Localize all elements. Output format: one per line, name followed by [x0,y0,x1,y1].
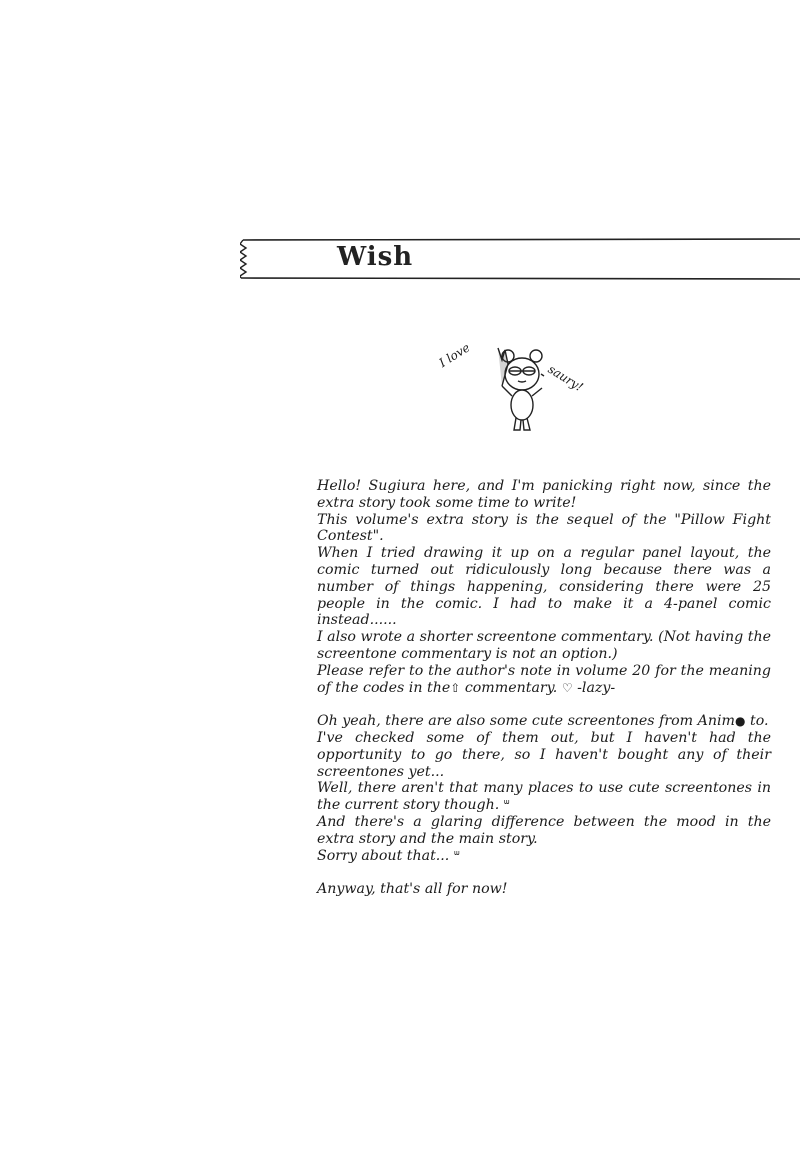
note-paragraph: And there's a glaring difference between the mood in the extra story and the main story. [317,813,771,847]
up-arrow-icon: ⇧ [450,680,461,695]
note-text: Oh yeah, there are also some cute screentones from Anim [317,713,735,730]
author-note [317,478,771,898]
sweat-drop-icon: ᐜ [503,798,510,813]
note-text: commentary. [464,679,558,696]
dot-icon: ● [735,714,746,729]
heart-icon: ♡ [561,680,573,695]
note-paragraph: Anyway, that's all for now! [317,881,508,898]
note-paragraph [317,663,771,697]
note-paragraph: This volume's extra story is the sequel of the "Pillow Fight Contest". [317,511,771,545]
note-text: to. [750,713,769,730]
paragraph-gap [317,696,771,713]
note-text: Sorry about that... [317,847,450,864]
page-title: Wish [337,242,414,272]
note-text: Well, there aren't that many places to use cute screentones in the current story though. [317,780,771,814]
paragraph-gap [317,864,771,881]
note-paragraph [317,713,771,730]
doodle-caption-right: saury! [545,362,586,395]
note-paragraph: I also wrote a shorter screentone commentary. (Not having the screentone commentary is not an option.) [317,629,771,662]
note-text: Please refer to the author's note in volume 20 for the meaning of the codes in the [317,662,771,696]
doodle-caption-left: I love [436,340,473,370]
sweat-drop-icon: ᐜ [453,848,460,863]
note-paragraph: Hello! Sugiura here, and I'm panicking right now, since the extra story took some time to write! [317,478,771,511]
note-paragraph: I've checked some of them out, but I haven't had the opportunity to go there, so I haven't bought any of their screentones yet... [317,729,771,780]
title-banner [240,238,800,280]
note-paragraph: When I tried drawing it up on a regular panel layout, the comic turned out ridiculously long because there was a number of things happening, considering there were 25 people in the comic. I had to make it a 4-panel comic instead...... [317,545,771,629]
banner-frame [240,238,800,280]
note-paragraph [317,780,771,814]
note-paragraph [317,848,771,865]
note-text: -lazy- [577,679,616,696]
